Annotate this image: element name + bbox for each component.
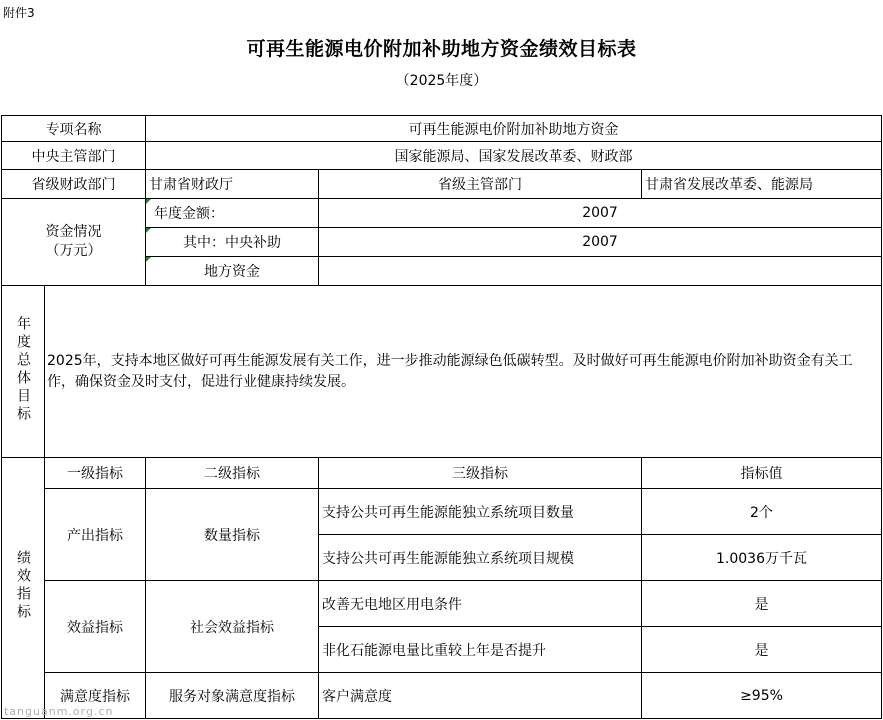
indicators-label: 绩效指标 — [15, 550, 31, 622]
header-level2: 二级指标 — [146, 458, 319, 489]
goal-row — [2, 286, 882, 458]
local-funds-value — [319, 257, 882, 286]
indicators-label-cell — [2, 458, 45, 719]
benefit-row-1 — [2, 581, 882, 627]
header-level1: 一级指标 — [45, 458, 146, 489]
project-row — [2, 116, 882, 142]
annual-amount-label: 年度金额： — [146, 199, 319, 228]
attachment-label: 附件3 — [3, 6, 35, 20]
satisfaction-level1: 满意度指标 — [45, 673, 146, 719]
benefit-level1: 效益指标 — [45, 581, 146, 673]
performance-table — [1, 115, 882, 719]
goal-label-cell — [2, 286, 45, 458]
project-label: 专项名称 — [2, 116, 146, 142]
benefit-level2: 社会效益指标 — [146, 581, 319, 673]
page-title: 可再生能源电价附加补助地方资金绩效目标表 — [246, 38, 637, 60]
output-row-1-name: 支持公共可再生能源能独立系统项目数量 — [319, 489, 642, 535]
header-value: 指标值 — [642, 458, 882, 489]
output-row-2-name: 支持公共可再生能源能独立系统项目规模 — [319, 535, 642, 581]
satisfaction-row-value: ≥95% — [642, 673, 882, 719]
watermark: tanguanm.org.cn — [4, 705, 114, 718]
central-dept-row — [2, 142, 882, 170]
goal-label: 年度总体目标 — [15, 315, 31, 424]
central-dept-value: 国家能源局、国家发展改革委、财政部 — [146, 142, 882, 170]
funds-label: 资金情况 （万元） — [2, 199, 146, 286]
satisfaction-row — [2, 673, 882, 719]
central-subsidy-label: 其中：中央补助 — [146, 228, 319, 257]
satisfaction-level2: 服务对象满意度指标 — [146, 673, 319, 719]
provincial-row — [2, 170, 882, 199]
header-level3: 三级指标 — [319, 458, 642, 489]
project-value: 可再生能源电价附加补助地方资金 — [146, 116, 882, 142]
prov-finance-label: 省级财政部门 — [2, 170, 146, 199]
output-level1: 产出指标 — [45, 489, 146, 581]
central-subsidy-value: 2007 — [319, 228, 882, 257]
prov-dept-label: 省级主管部门 — [319, 170, 642, 199]
indicator-header-row — [2, 458, 882, 489]
output-level2: 数量指标 — [146, 489, 319, 581]
local-funds-label: 地方资金 — [146, 257, 319, 286]
benefit-row-2-value: 是 — [642, 627, 882, 673]
goal-text: 2025年，支持本地区做好可再生能源发展有关工作，进一步推动能源绿色低碳转型。及时做好可再生能源电价附加补助资金有关工作，确保资金及时支付，促进行业健康持续发展。 — [45, 286, 882, 458]
satisfaction-row-name: 客户满意度 — [319, 673, 642, 719]
output-row-1-value: 2个 — [642, 489, 882, 535]
benefit-row-1-value: 是 — [642, 581, 882, 627]
prov-dept-value: 甘肃省发展改革委、能源局 — [642, 170, 882, 199]
prov-finance-value: 甘肃省财政厅 — [146, 170, 319, 199]
year-label: （2025年度） — [395, 73, 488, 89]
output-row-1 — [2, 489, 882, 535]
benefit-row-2-name: 非化石能源电量比重较上年是否提升 — [319, 627, 642, 673]
annual-amount-value: 2007 — [319, 199, 882, 228]
central-dept-label: 中央主管部门 — [2, 142, 146, 170]
funds-annual-row — [2, 199, 882, 228]
benefit-row-1-name: 改善无电地区用电条件 — [319, 581, 642, 627]
output-row-2-value: 1.0036万千瓦 — [642, 535, 882, 581]
